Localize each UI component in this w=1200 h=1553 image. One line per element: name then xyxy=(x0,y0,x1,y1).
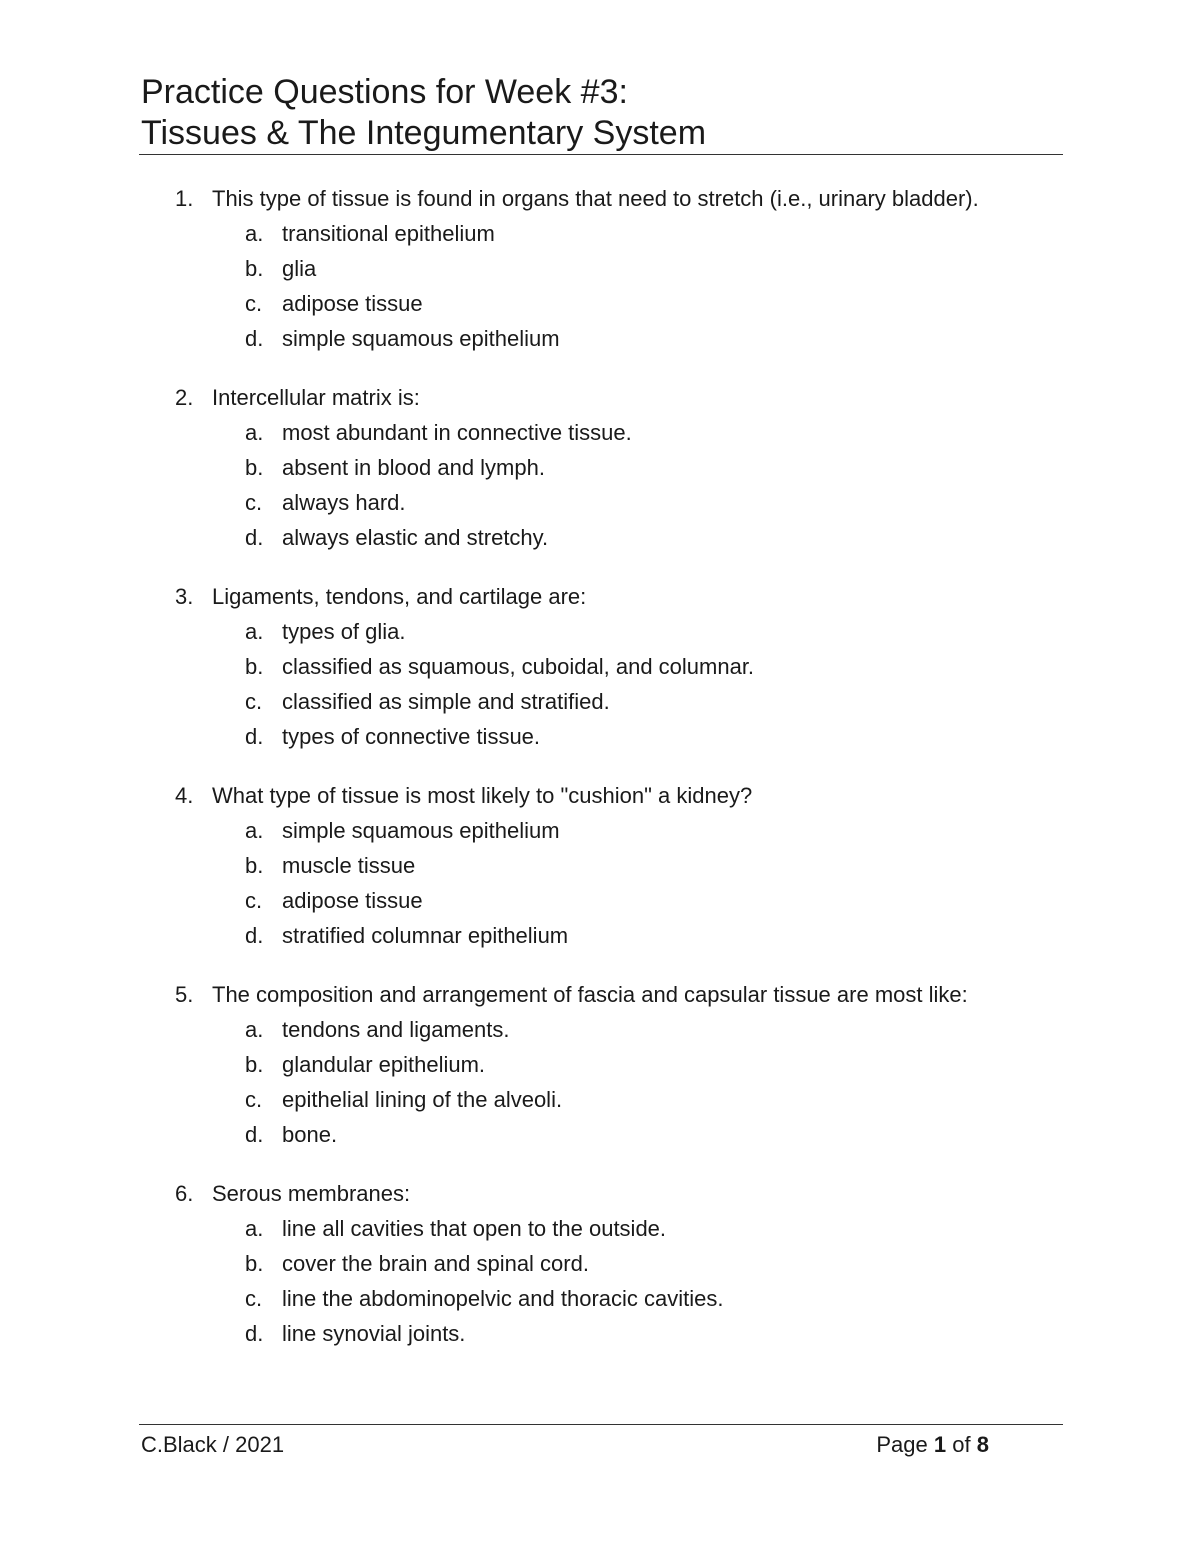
option-text: adipose tissue xyxy=(282,888,423,913)
page-current: 1 xyxy=(933,1432,947,1457)
question-text: Serous membranes: xyxy=(212,1181,411,1206)
option-text: types of glia. xyxy=(282,619,406,644)
option-c xyxy=(141,485,1063,520)
question-number: 3. xyxy=(175,584,194,609)
option-d xyxy=(141,321,1063,356)
question-list xyxy=(141,181,1063,1375)
option-letter: a. xyxy=(245,221,264,246)
option-text: glia xyxy=(282,256,317,281)
question-text: Ligaments, tendons, and cartilage are: xyxy=(212,584,587,609)
option-letter: d. xyxy=(245,724,264,749)
option-letter: c. xyxy=(245,1286,263,1311)
option-list xyxy=(141,813,1063,953)
option-letter: d. xyxy=(245,1321,264,1346)
question-stem xyxy=(141,1176,1063,1211)
option-text: stratified columnar epithelium xyxy=(282,923,569,948)
option-a xyxy=(141,1012,1063,1047)
page-total: 8 xyxy=(976,1432,989,1457)
question-number: 5. xyxy=(175,982,194,1007)
question-text: Intercellular matrix is: xyxy=(212,385,420,410)
option-letter: b. xyxy=(245,455,264,480)
option-letter: c. xyxy=(245,1087,263,1112)
option-c xyxy=(141,684,1063,719)
option-text: line all cavities that open to the outside. xyxy=(282,1216,667,1241)
option-text: simple squamous epithelium xyxy=(282,818,560,843)
option-a xyxy=(141,415,1063,450)
option-a xyxy=(141,614,1063,649)
option-letter: b. xyxy=(245,853,264,878)
option-list xyxy=(141,614,1063,754)
option-d xyxy=(141,719,1063,754)
option-b xyxy=(141,1047,1063,1082)
option-text: tendons and ligaments. xyxy=(282,1017,510,1042)
option-list xyxy=(141,1012,1063,1152)
question-5 xyxy=(141,977,1063,1152)
question-stem xyxy=(141,380,1063,415)
option-letter: a. xyxy=(245,420,264,445)
option-text: adipose tissue xyxy=(282,291,423,316)
option-d xyxy=(141,918,1063,953)
option-b xyxy=(141,649,1063,684)
option-letter: b. xyxy=(245,256,264,281)
question-stem xyxy=(141,181,1063,216)
option-list xyxy=(141,415,1063,555)
question-number: 6. xyxy=(175,1181,194,1206)
option-letter: d. xyxy=(245,326,264,351)
option-text: always hard. xyxy=(282,490,406,515)
option-text: epithelial lining of the alveoli. xyxy=(282,1087,563,1112)
option-letter: d. xyxy=(245,923,264,948)
title-divider xyxy=(139,154,1063,155)
option-a xyxy=(141,813,1063,848)
option-text: most abundant in connective tissue. xyxy=(282,420,632,445)
page-label: Page xyxy=(876,1432,928,1457)
option-text: absent in blood and lymph. xyxy=(282,455,545,480)
option-list xyxy=(141,1211,1063,1351)
question-number: 2. xyxy=(175,385,194,410)
option-letter: a. xyxy=(245,1017,264,1042)
question-stem xyxy=(141,778,1063,813)
option-letter: c. xyxy=(245,490,263,515)
title-line-2: Tissues & The Integumentary System xyxy=(141,114,707,152)
question-stem xyxy=(141,579,1063,614)
question-stem xyxy=(141,977,1063,1012)
option-d xyxy=(141,520,1063,555)
option-text: cover the brain and spinal cord. xyxy=(282,1251,589,1276)
option-b xyxy=(141,450,1063,485)
option-text: classified as simple and stratified. xyxy=(282,689,610,714)
option-text: always elastic and stretchy. xyxy=(282,525,549,550)
page-of: of xyxy=(952,1432,971,1457)
question-number: 1. xyxy=(175,186,194,211)
option-letter: a. xyxy=(245,1216,264,1241)
option-c xyxy=(141,286,1063,321)
question-3 xyxy=(141,579,1063,754)
question-4 xyxy=(141,778,1063,953)
option-text: transitional epithelium xyxy=(282,221,495,246)
option-d xyxy=(141,1316,1063,1351)
option-d xyxy=(141,1117,1063,1152)
footer-divider xyxy=(139,1424,1063,1425)
option-c xyxy=(141,1082,1063,1117)
option-a xyxy=(141,1211,1063,1246)
option-text: classified as squamous, cuboidal, and columnar. xyxy=(282,654,755,679)
footer-author: C.Black / 2021 xyxy=(141,1432,285,1457)
option-letter: b. xyxy=(245,1251,264,1276)
page-indicator xyxy=(876,1430,989,1460)
option-letter: d. xyxy=(245,525,264,550)
question-1 xyxy=(141,181,1063,356)
option-b xyxy=(141,1246,1063,1281)
option-text: simple squamous epithelium xyxy=(282,326,560,351)
option-letter: c. xyxy=(245,888,263,913)
question-text: What type of tissue is most likely to "cushion" a kidney? xyxy=(212,783,753,808)
option-a xyxy=(141,216,1063,251)
option-text: bone. xyxy=(282,1122,338,1147)
option-text: glandular epithelium. xyxy=(282,1052,486,1077)
question-text: This type of tissue is found in organs that need to stretch (i.e., urinary bladder). xyxy=(212,186,979,211)
option-text: line synovial joints. xyxy=(282,1321,466,1346)
option-letter: b. xyxy=(245,654,264,679)
option-list xyxy=(141,216,1063,356)
option-b xyxy=(141,251,1063,286)
option-b xyxy=(141,848,1063,883)
question-6 xyxy=(141,1176,1063,1351)
question-number: 4. xyxy=(175,783,194,808)
option-letter: a. xyxy=(245,619,264,644)
option-text: types of connective tissue. xyxy=(282,724,541,749)
option-letter: d. xyxy=(245,1122,264,1147)
question-text: The composition and arrangement of fascia and capsular tissue are most like: xyxy=(212,982,968,1007)
option-c xyxy=(141,1281,1063,1316)
question-2 xyxy=(141,380,1063,555)
option-text: line the abdominopelvic and thoracic cavities. xyxy=(282,1286,724,1311)
option-text: muscle tissue xyxy=(282,853,416,878)
option-letter: a. xyxy=(245,818,264,843)
option-letter: c. xyxy=(245,689,263,714)
option-letter: b. xyxy=(245,1052,264,1077)
page-title xyxy=(141,72,1063,154)
title-line-1: Practice Questions for Week #3: xyxy=(141,73,628,111)
option-c xyxy=(141,883,1063,918)
option-letter: c. xyxy=(245,291,263,316)
